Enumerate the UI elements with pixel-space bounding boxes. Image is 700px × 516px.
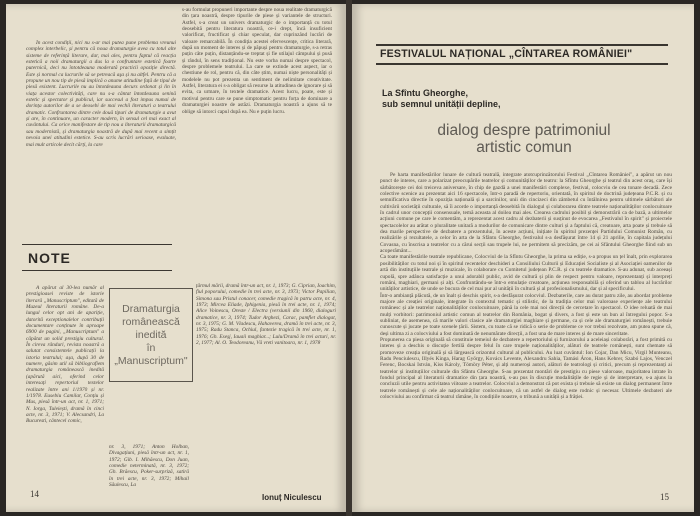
boxed-title-line-3: inedită xyxy=(135,329,167,341)
note-column-1 xyxy=(26,285,104,501)
boxed-title-line-1: Dramaturgia xyxy=(122,303,180,315)
page-number-right: 15 xyxy=(660,492,669,502)
note-title: NOTE xyxy=(28,250,71,266)
note-column-1-text: A apărut al 30-lea număr al prestigioasei reviste de istorie literară „Manuscriptum", editată de Muzeul literaturii române. De-a lungul celor opt ani de apariție, datorită exceptionalelor contribuții documentare conținute în aproape 6900 de pagini, „Manuscriptum" a căpătat un solid prestigiu cultural. În cireva rânduri, revista noastră a salutat consistentele publicații la istoria teatrului; așa, după 30 de numere, găsim util să bibliografiem dramaturgia românească inedită (apărută aici, oferind celor interesați repertoriul textelor realizate între ani 1/1970 și nr. 1/1978. Eusebiu Camilar, Conțiu și Mus, piesă într-un act, nr. 1, 1971; N. Iorga, Tuleiești, dramă în cinci acte, nr. 3, 1971; V. Alecsandri, La Bucuresti, cântecel comic, xyxy=(26,285,104,425)
boxed-article-title xyxy=(109,288,193,382)
festival-rule-bottom xyxy=(376,63,668,65)
festival-rule-top xyxy=(376,44,668,46)
note-column-3 xyxy=(196,283,336,489)
intro-column-1-text: În acest condiții, nici nu s-ar mai putea pune problema vreunui complex interbelic, și pentru că noua dramaturgie avea cu totul alte sisteme de referință literare, dar, mai ales, pentru faptul că reacția estetică a noii dramaturgii a dus la o confruntare estetică foarte puternică, deci nu întotdeauna moderată practicii opoziție directă. Este și normal ca lucrurile să se petreacă aşa și nu altfel. Pentru că a propune un nou tip de piesă implică o anume atitudine față de tipul de piesă existent. Lucrurile nu au întotdeauna decurs ordonat și lin în viața acestor colectivități, care nu s-a cântat întotdeauna senină estetic și spectator și publicul, iar succesul a fost impus numai de dorința autorilor de a se deosebi de mai vechii literaturi a teatrului dramatic. Confruntarea dintre cele două tipuri de dramaturgie a avut și are, în continuare, un caracter modern, în sensul cel mai exact al cuvântului. Ca orice manifestare de tip nou a literaturii dramaturgică sau modernistă, și dramaturgia noastră de după mai recent a simțit nevoia unei atitudini estetice. S-au scris lucrări serioase, evaluate, mai mult articole decit cărți, la care xyxy=(26,40,176,148)
festival-title: FESTIVALUL NAȚIONAL „CÎNTAREA ROMÂNIEI" xyxy=(380,48,633,60)
boxed-title-line-2: românească xyxy=(122,316,180,328)
left-page xyxy=(6,4,346,512)
note-column-2-text: nr. 3, 1971; Anton Holban, Divagațiuni, piesă într-un act, nr. 1, 1972; Gib. I. Mihăescu, Don Juan, comedie neterminată, nr. 3, 1972; Gh. Brăescu, Poker-surpriză, satiră în trei acte, nr. 3, 1972; Mihail Săulescu, La xyxy=(109,444,189,489)
subtitle-line-1: La Sfîntu Gheorghe, xyxy=(382,88,469,98)
note-divider-bottom xyxy=(22,270,172,271)
subtitle-line-2: sub semnul unității depline, xyxy=(382,99,501,109)
headline-line-1: dialog despre patrimoniul xyxy=(437,122,611,139)
note-divider-top xyxy=(22,244,172,245)
note-column-2 xyxy=(109,444,189,504)
article-signature: Ionuț Niculescu xyxy=(262,493,322,502)
headline-line-2: artistic comun xyxy=(476,139,572,156)
right-page xyxy=(352,4,694,512)
headline xyxy=(412,122,636,156)
intro-column-2 xyxy=(182,7,332,226)
article-body xyxy=(380,172,672,486)
note-column-3-text: țărmul mării, dramă într-un act, nr. 1, 1973; G. Ciprian, Ioachim, fiul poporului, comedie în trei acte, nr. 3, 1973; Victor Papilian, Simona sau Pristul conacer, comedie tragică în patru acte, nr. 4, 1973; Mircea Eliade, Iphigenia, piesă în trei acte, nr. 1, 1974; Alice Voinescu, Oreste / Electra (versiunii din 1960, dialoguri dramatice, nr. 3, 1974; Tudor Arghezi, Carac, pamflet dialogat, nr. 3, 1975; G. M. Vladescu, Hahaverea, dramă în trei acte, nr. 3, 1975; Radu Stanca, Ochiul, fantezie tragică în trei acte, nr. 1, 1976; Gh. Eseșj, Iauaii maghiar...; Lulu/Dramă în trei acturi, nr. 2, 1977; Al. O. Teodoreanu, Vă vreti vanitoara, nr. 1, 1978 xyxy=(196,283,336,347)
subtitle xyxy=(382,88,582,110)
intro-column-1 xyxy=(26,40,176,226)
page-number-left: 14 xyxy=(30,489,39,499)
article-body-text: Pe harta manifestărilor lunare de cultură teatrală, integrate atotcuprinzătorului Festival „Cîntarea României", a apărut un nou punct de interes, care a polarizat preocupările teatrelor și comunităților de teatru: la Sfîntu Gheorghe și teatrul din acest oraș, care își sărbătorește cei doi treiceva aniversare, în chip de gazdă a unei manifestări complexe, festival, colocviu de cea tonare decadă. Zece colective scenice au prezentat aici 16 spectacole, într-o paradă de repertoriu, orientată, în spiritul de doctrină județeana P.C.R. și cu semnificativa directie în opoziția națională și a sarcinilor, unii din cincizeci din zâmbetul cu întâlnirea pentru ultimele sărbători ale cultivării societății culturale, să îi acorde o importanță deosebită în dialogul și colaborarea dintre teatrele naționalităților conlocuitoare în cadrul unor concepții consensuale, temă aceasta al doilea mai ales. Crearea cadrului posibil și demonstrării ca de bază, a ultimelor acțiuni comune pe care le comentăm, a reprezentat acest cadru al dezbaterii și susținut de evocarea „Festivalul în spirit" și proiectele spectacolelor au arătat o pluralitate unitară a modurilor de comunicare dintre culturi și a faptului că, creatoare, arta poate și trebuie să dea marile perspective de dezbatere a prezentului, în aceste acțiuni, inițiate în spiritul prezenței Partidului Comunist Român, cu realizările și rezultatele, a celor în arta de la Sfântu Gheorghe, festivalul s-a desfășurat între 14 și 21 aprilie, în capitala județului Covasna, cu înscrisa a teatrelor cu a cărui secții sau trupele lui, ne permitem să precizăm, pe cei ai Sfântului Gheorghe fiind sub un acoperământ... Ca toate manifestările teatrale republicane, Colocviul de la Sfîntu Gheorghe, la prima sa ediție, s-a propus un țel înalt, prin explorarea posibilităților cu totul noi și în spiritul recentelor deschideri a Consiliului Culturii și Educației Socialiste și al Asociației oamenilor de artă din instituțiile teatrale și muzicale, în colaborare cu Comitetul județean P.C.R. și cu teatrele dramatice. S-au adunat, sub aceeași cupolă, spre adânca satisfacție a unui adorabil public, avid de cultură și plin de respect pentru valoare, reprezentanți și interpreți români, maghiari, germani și alți. Confruntându-se într-o emulație creatoare, acțiunea responsabilă și oferind un tablou al lucrărilor unităților artistice, de unde se bucura de cel mai pur al unității în cultură și al profesionalismului, dar și al specificului. Într-o ambianță plăcută, de un înalt și deschis spirit, s-a desfășurat colocviul. Dezbaterile, care au durat patru zile, au abordat probleme majore ale creației originale, integrate în contextul tematic și stilistic, de la tradiția celor mai valoroase experiențe ale teatrului românesc și ale teatrelor naționalităților conlocuitoare, până la cele mai noi direcții de cercetare în spectacol. O idee reluată de mai mulți vorbitori: patrimoniul artistic comun al teatrelor din România, bogat și divers, a fost și este un bun al întregului popor. S-a subliniat, de asemenea, că marile valori clasice ale dramaturgiei maghiare și germane, ca și cele ale dramaturgiei românești, trebuie cunoscute și jucate pe toate scenele țării. Sistem, cu toate că se ridică o serie de probleme ce vor trebui rezolvate, am putea spune că, deși ultima zi a colocviului a fost dominată de nenumărate direcții, a fost una de mare interes și de mare sinceritate. Propunerea ca piesa originală să constituie temeiul de dezbatere a repertoriului și furnizorului a aceleiași colaborări, a fost primită cu interes și a deschis o discuție fertilă despre felul în care trupele naționalităților, alături de teatrele românești, sunt chemate să promoveze creația originală și să lărgească orizontul cultural al publicului. Au luat cuvântul: Ion Cojar, Dan Micu, Virgil Munteanu, Radu Penciulescu, Illyés Kinga, Harag György, Kovács Levente, Alexandru Sahia, Tamási Áron, Hans Kehrer, Szabó Lajos, Venczel Ferenc, Bocskai István, Kiss Károly, Tömöry Péter, și alți numeroși autori, alături de teatrologi și critici, precum și reprezentanți ai teatrelor și instituțiilor culturale din Sfântu Gheorghe. S-au prezentat montări de prestigiu cu piese valoroase, majoritatea intrate în fondul principal al literaturii dramatice din țara noastră, s-au pus în discuție modalitățile de regie și de interpretare, s-a ajuns la concluzii utile pentru activitatea viitoare a teatrelor. Colocviul a demonstrat că pot exista și trebuie să existe un dialog permanent între teatrele românești și cele ale naționalităților conlocuitoare, că un astfel de dialog este rodnic și necesar. Ultimele dezbateri ale colocviului au confirmat că teatrul rămâne, în condițiile noastre, o tribună a unității și a frăției. xyxy=(380,172,672,401)
intro-column-2-text: s-au formulat propuneri importante despre noua realitate dramaturgică din țara noastră, despre tipurile de piese și variantele de structuri. Astfel, s-a creat un univers dramaturgic de o importanță cu totul deosebită pentru literatura noastră, ce-i drept, încă insuficient valorificat, fructificat și chiar speculat, dar cuprinzând lucrări de valoare remarcabilă. În condiția acestei efervescențe, critica literară, după un moment de interes și de păpuși pentru dramaturgie, s-a retras puțin câte puțin, distanțându-se treptat și fie utilajul câmpului și pusă și rândul, în sens tradițional. Nu este vorba numai despre spectacol, despre problemele teatrului. La care se extinde acest aspect, iar o chestiune de rol, pentru că, din câte știm, numai niște personalități și modelele nu pot prezenta un sentiment de nelimitate creativitate. Astfel, literatura ei s-a obligat să resurse la atitudinea de ignorare și să evita, ca urmare, în textele dramatice. Acest lucru, poate, este și motivul pentru care se pune simptomatic pentru forța de dominare a dramaturgiei noastre de astăzi. Dramaturgia noastră a ajuns să te oblige să intorci capul după ea. Nu e puțin lucru. xyxy=(182,7,332,115)
boxed-title-line-5: „Manuscriptum" xyxy=(114,355,188,367)
boxed-title-line-4: în xyxy=(146,342,156,354)
